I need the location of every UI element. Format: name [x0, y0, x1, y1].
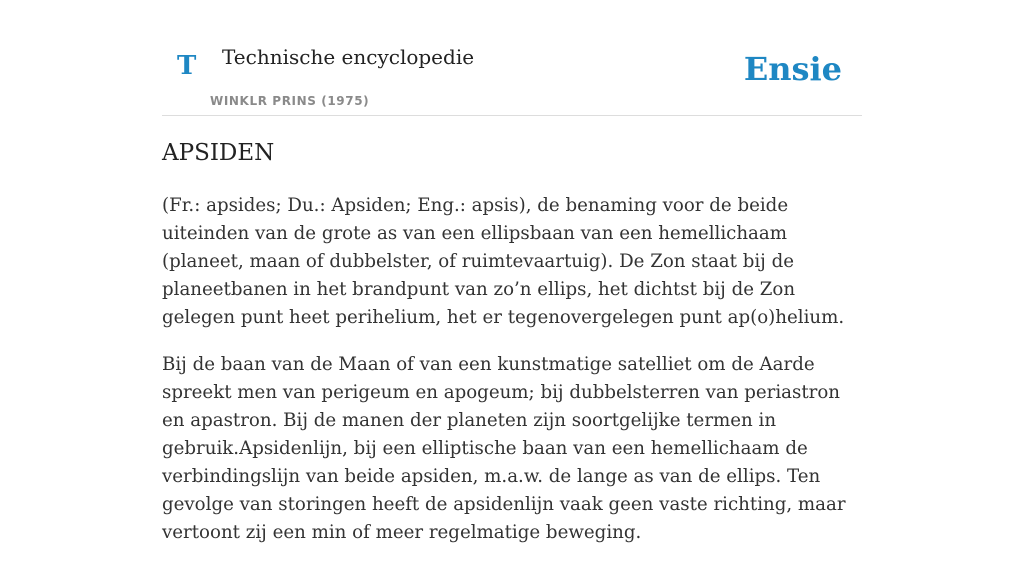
- content-container: [162, 0, 862, 543]
- article-paragraph: (Fr.: apsides; Du.: Apsiden; Eng.: apsis), de benaming voor de beide uiteinden van de grote as van een ellipsbaan van een hemellichaam (planeet, maan of dubbelster, of ruimtevaartuig). De Zon staat bij de planeetbanen in het brandpunt van zo’n ellips, het dichtst bij de Zon gelegen punt heet perihelium, het er tegenovergelegen punt ap(o)helium.: [162, 195, 845, 328]
- encyclopedia-logo-icon[interactable]: T: [177, 51, 197, 81]
- book-source-label: WINKLR PRINS (1975): [210, 94, 370, 108]
- book-title-link[interactable]: Technische encyclopedie: [222, 45, 475, 69]
- article-paragraph: Bij de baan van de Maan of van een kunstmatige satelliet om de Aarde spreekt men van perigeum en apogeum; bij dubbelsterren van periastron en apastron. Bij de manen der planeten zijn soortgelijke termen in gebruik.Apsidenlijn, bij een elliptische baan van een hemellichaam de verbindingslijn van beide apsiden, m.a.w. de lange as van de ellips. Ten gevolge van storingen heeft de apsidenlijn vaak geen vaste richting, maar vertoont zij een min of meer regelmatige beweging.: [162, 354, 846, 543]
- article-title: APSIDEN: [162, 140, 275, 166]
- encyclopedia-header: [162, 0, 862, 116]
- ensie-logo-link[interactable]: Ensie: [743, 50, 842, 88]
- article-body: [162, 192, 862, 566]
